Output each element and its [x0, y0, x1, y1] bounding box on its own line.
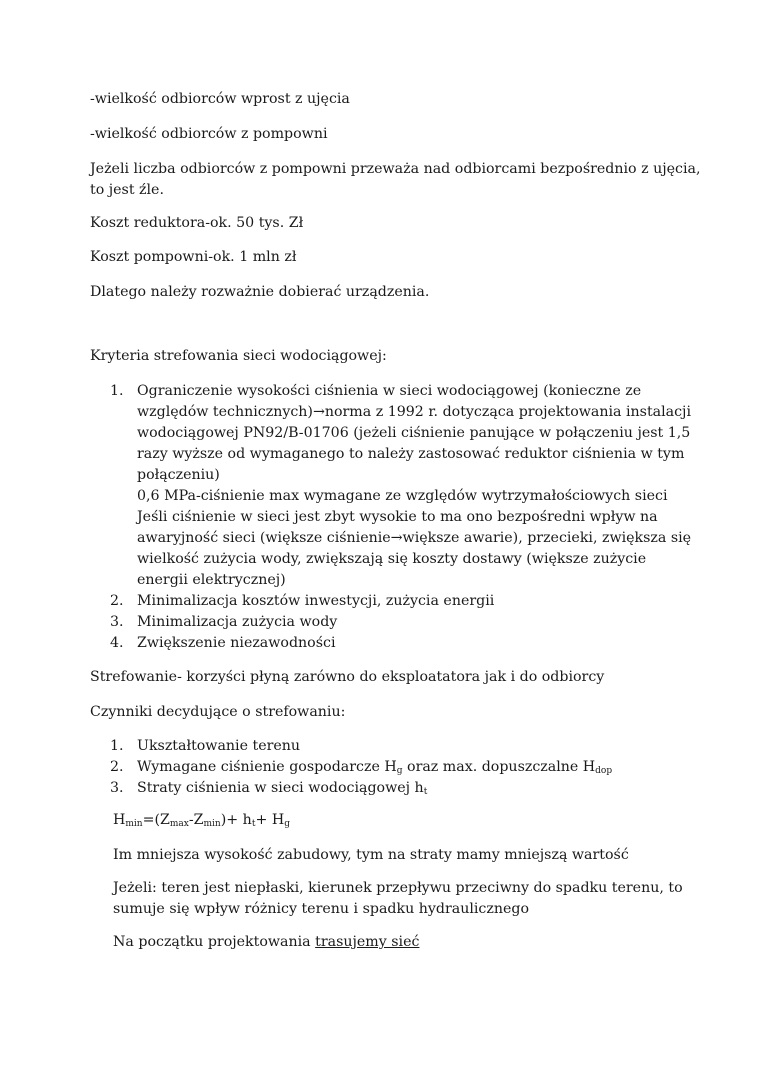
note-terrain-line2: sumuje się wpływ różnicy terenu i spadku hydraulicznego	[113, 901, 529, 917]
intro-paragraph	[90, 159, 701, 201]
criteria-item-1-line: 0,6 MPa-ciśnienie max wymagane ze względów wytrzymałościowych sieci	[137, 488, 668, 504]
factor-item-number: 3.	[110, 780, 124, 796]
criteria-heading: Kryteria strefowania sieci wodociągowej:	[90, 348, 387, 364]
formula-sub: g	[284, 819, 290, 829]
intro-paragraph-line2: to jest źle.	[90, 182, 164, 198]
formula-part: H	[113, 812, 126, 828]
criteria-item-2	[110, 591, 670, 612]
note-terrain-line1: Jeżeli: teren jest niepłaski, kierunek przepływu przeciwny do spadku terenu, to	[113, 880, 683, 896]
factor-item-1	[110, 736, 670, 757]
criteria-item-1-line: połączeniu)	[137, 467, 220, 483]
criteria-item-3-line: Minimalizacja zużycia wody	[137, 614, 338, 630]
note-design-prefix: Na początku projektowania	[113, 934, 316, 950]
factor-item-text	[137, 778, 670, 799]
criteria-item-1-line: awaryjność sieci (większe ciśnienie→większe awarie), przecieki, zwiększa się	[137, 530, 692, 546]
criteria-item-1	[110, 381, 692, 591]
criteria-item-1-line: wielkość zużycia wody, zwiększają się koszty dostawy (większe zużycie	[137, 551, 647, 567]
factors-heading: Czynniki decydujące o strefowaniu:	[90, 704, 346, 720]
criteria-item-number: 4.	[110, 635, 124, 651]
formula-part: =(Z	[142, 812, 170, 828]
criteria-item-number: 1.	[110, 383, 124, 399]
criteria-item-1-line: względów technicznych)→norma z 1992 r. dotycząca projektowania instalacji	[137, 404, 691, 420]
subscript-g: g	[396, 766, 403, 776]
intro-paragraph-line1: Jeżeli liczba odbiorców z pompowni przeważa nad odbiorcami bezpośrednio z ujęcia,	[90, 161, 701, 177]
design-underlined-term: trasujemy sieć	[315, 934, 420, 950]
factor-text-part: Straty ciśnienia w sieci wodociągowej h	[137, 780, 424, 796]
factor-item-2	[110, 757, 670, 778]
formula-part: )+ h	[220, 812, 252, 828]
note-design	[113, 932, 703, 953]
factor-item-3	[110, 778, 670, 799]
criteria-item-1-line: Ograniczenie wysokości ciśnienia w sieci wodociągowej (konieczne ze	[137, 383, 642, 399]
factor-item-number: 1.	[110, 738, 124, 754]
criteria-item-1-line: wodociągowej PN92/B-01706 (jeżeli ciśnienie panujące w połączeniu jest 1,5	[137, 425, 691, 441]
factors-list	[110, 736, 670, 799]
conclusion: Dlatego należy rozważnie dobierać urządzenia.	[90, 284, 430, 300]
note-building-height: Im mniejsza wysokość zabudowy, tym na straty mamy mniejszą wartość	[113, 847, 629, 863]
criteria-item-number: 3.	[110, 614, 124, 630]
subscript-dop: dop	[595, 766, 613, 776]
criteria-list	[110, 381, 692, 654]
subscript-t: t	[423, 787, 428, 797]
criteria-item-number: 2.	[110, 593, 124, 609]
intro-line-pump: -wielkość odbiorców z pompowni	[90, 126, 328, 142]
cost-reductor: Koszt reduktora-ok. 50 tys. Zł	[90, 215, 304, 231]
benefit-text: Strefowanie- korzyści płyną zarówno do eksploatatora jak i do odbiorcy	[90, 669, 605, 685]
formula-part: + H	[255, 812, 285, 828]
criteria-item-1-line: Jeśli ciśnienie w sieci jest zbyt wysokie to ma ono bezpośredni wpływ na	[137, 509, 658, 525]
factor-text-part: Wymagane ciśnienie gospodarcze H	[137, 759, 397, 775]
criteria-item-2-line: Minimalizacja kosztów inwestycji, zużycia energii	[137, 593, 495, 609]
cost-pump: Koszt pompowni-ok. 1 mln zł	[90, 249, 297, 265]
formula-sub: max	[169, 819, 189, 829]
criteria-item-4	[110, 633, 670, 654]
factor-text-part: oraz max. dopuszczalne H	[402, 759, 596, 775]
note-terrain	[113, 878, 703, 920]
criteria-item-1-line: razy wyższe od wymaganego to należy zastosować reduktor ciśnienia w tym	[137, 446, 685, 462]
factor-item-text	[137, 757, 670, 778]
criteria-item-1-line: energii elektrycznej)	[137, 572, 286, 588]
factor-item-number: 2.	[110, 759, 124, 775]
formula-sub: min	[203, 819, 221, 829]
criteria-item-3	[110, 612, 670, 633]
formula-sub: min	[125, 819, 143, 829]
factor-item-text: Ukształtowanie terenu	[137, 738, 301, 754]
formula-sub: t	[251, 819, 256, 829]
criteria-item-4-line: Zwiększenie niezawodności	[137, 635, 336, 651]
intro-line-direct: -wielkość odbiorców wprost z ujęcia	[90, 91, 350, 107]
formula-part: -Z	[188, 812, 204, 828]
formula-hmin	[113, 810, 703, 831]
